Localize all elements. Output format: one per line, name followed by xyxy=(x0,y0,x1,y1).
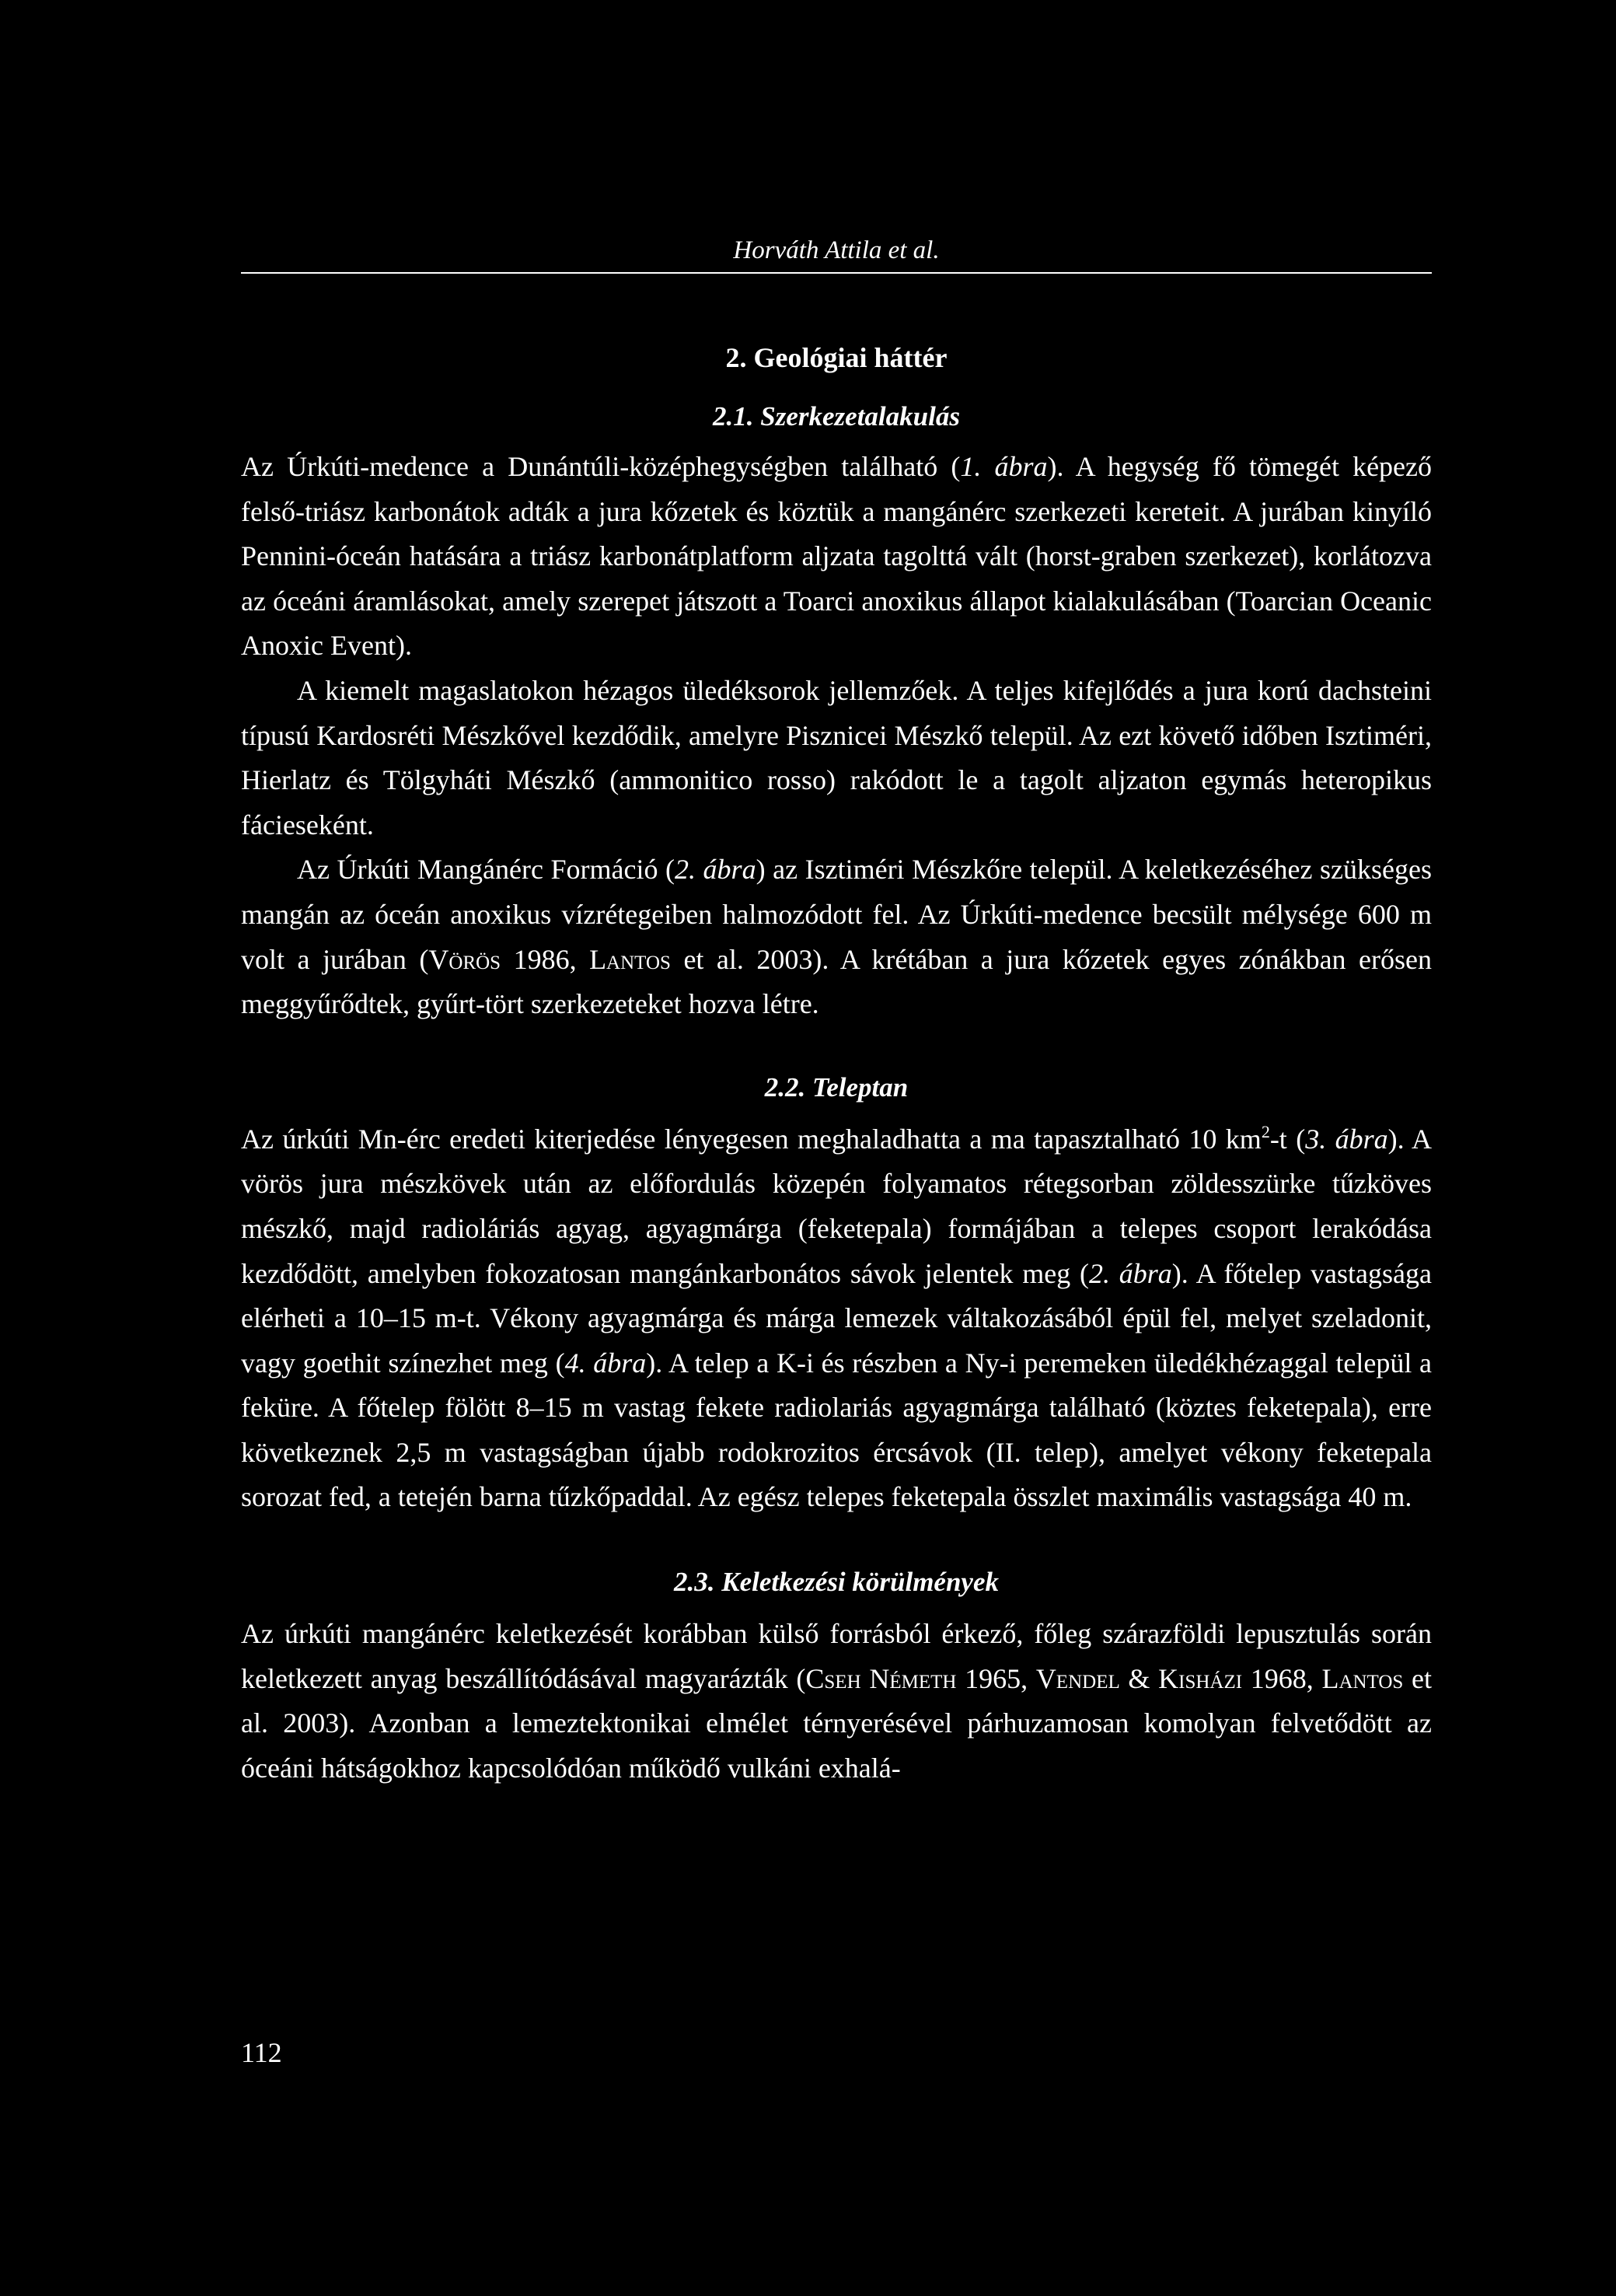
section-heading: 2. Geológiai háttér xyxy=(725,342,948,373)
author-name: Kisházi xyxy=(1158,1662,1243,1694)
body-column xyxy=(241,336,1432,1791)
subsection-heading-2-3: 2.3. Keletkezési körülmények xyxy=(673,1567,999,1598)
author-name: Vörös xyxy=(428,943,501,975)
paragraph: Az Úrkúti Mangánérc Formáció (2. ábra) az Isztiméri Mészkőre települ. A keletkezéséhez szükséges mangán az óceán anoxikus vízrétegeiben halmozódott fel. Az Úrkúti-medence becsült mélysége 600 m volt a jurában (Vörös 1986, Lantos et al. 2003). A krétában a jura kőzetek egyes zónákban erősen meggyűrődtek, gyűrt-tört szerkezeteket hozva létre. xyxy=(241,854,1433,1020)
superscript: 2 xyxy=(1261,1121,1270,1141)
figure-reference: 3. ábra xyxy=(1305,1123,1388,1155)
header-rule xyxy=(241,272,1432,274)
figure-reference: 2. ábra xyxy=(1089,1257,1172,1289)
author-name: Lantos xyxy=(1321,1662,1404,1694)
figure-reference: 2. ábra xyxy=(675,854,756,886)
paragraph: Az Úrkúti-medence a Dunántúli-középhegységben található (1. ábra). A hegység fő tömegét képező felső-triász karbonátok adták a jura kőzetek és köztük a mangánérc szerkezeti kereteit. A jurában kinyíló Pennini-óceán hatására a triász karbonátplatform aljzata tagolttá vált (horst-graben szerkezet), korlátozva az óceáni áramlásokat, amely szerepet játszott a Toarci anoxikus állapot kialakulásában (Toarcian Oceanic Anoxic Event). xyxy=(241,451,1433,662)
paragraph: A kiemelt magaslatokon hézagos üledéksorok jellemzőek. A teljes kifejlődés a jura korú dachsteini típusú Kardosréti Mészkővel kezdődik, amelyre Pisznicei Mészkő települ. Az ezt követő időben Isztiméri, Hierlatz és Tölgyháti Mészkő (ammonitico rosso) rakódott le a tagolt aljzaton egymás heteropikus fácieseként. xyxy=(241,674,1432,840)
author-name: Vendel xyxy=(1035,1662,1120,1694)
figure-reference: 4. ábra xyxy=(564,1347,647,1379)
subsection-heading-2-2: 2.2. Teleptan xyxy=(764,1071,909,1103)
author-name: Lantos xyxy=(589,943,671,975)
subsection-heading-2-1: 2.1. Szerkezetalakulás xyxy=(713,401,960,432)
page-number: 112 xyxy=(241,2037,282,2068)
paragraph: Az úrkúti mangánérc keletkezését korábban külső forrásból érkező, főleg szárazföldi lepusztulás során keletkezett anyag beszállítódásával magyarázták (Cseh Németh 1965, Vendel & Kisházi 1968, Lantos et al. 2003). Azonban a lemeztektonikai elmélet térnyerésével párhuzamosan komolyan felvetődött az óceáni hátságokhoz kapcsolódóan működő vulkáni exhalá- xyxy=(241,1618,1433,1784)
paragraph: Az úrkúti Mn-érc eredeti kiterjedése lényegesen meghaladhatta a ma tapasztalható 10 $km^2-t$ (3. ábra). A vörös jura mészkövek után az előfordulás közepén folyamatos rétegsorban zöldesszürke tűzköves mészkő, majd radioláriás agyag, agyagmárga (feketepala) formájában a telepes csoport lerakódása kezdődött, amelyben fokozatosan mangánkarbonátos sávok jelentek meg (2. ábra). A főtelep vastagsága elérheti a 10–15 m-t. Vékony agyagmárga és márga lemezek váltakozásából épül fel, melyet szeladonit, vagy goethit színezhet meg (4. ábra). A telep a K-i és részben a Ny-i peremeken üledékhézaggal települ a feküre. A főtelep fölött 8–15 m vastag fekete radiolariás agyagmárga található (köztes feketepala), erre következnek 2,5 m vastagságban újabb rodokrozitos ércsávok (II. telep), amelyet vékony feketepala sorozat fed, a tetején barna tűzkőpaddal. Az egész telepes feketepala összlet maximális vastagsága 40 m. xyxy=(241,1121,1433,1513)
figure-reference: 1. ábra xyxy=(960,451,1048,482)
author-name: Cseh Németh xyxy=(805,1662,957,1694)
running-header: Horváth Attila et al. xyxy=(733,236,940,264)
